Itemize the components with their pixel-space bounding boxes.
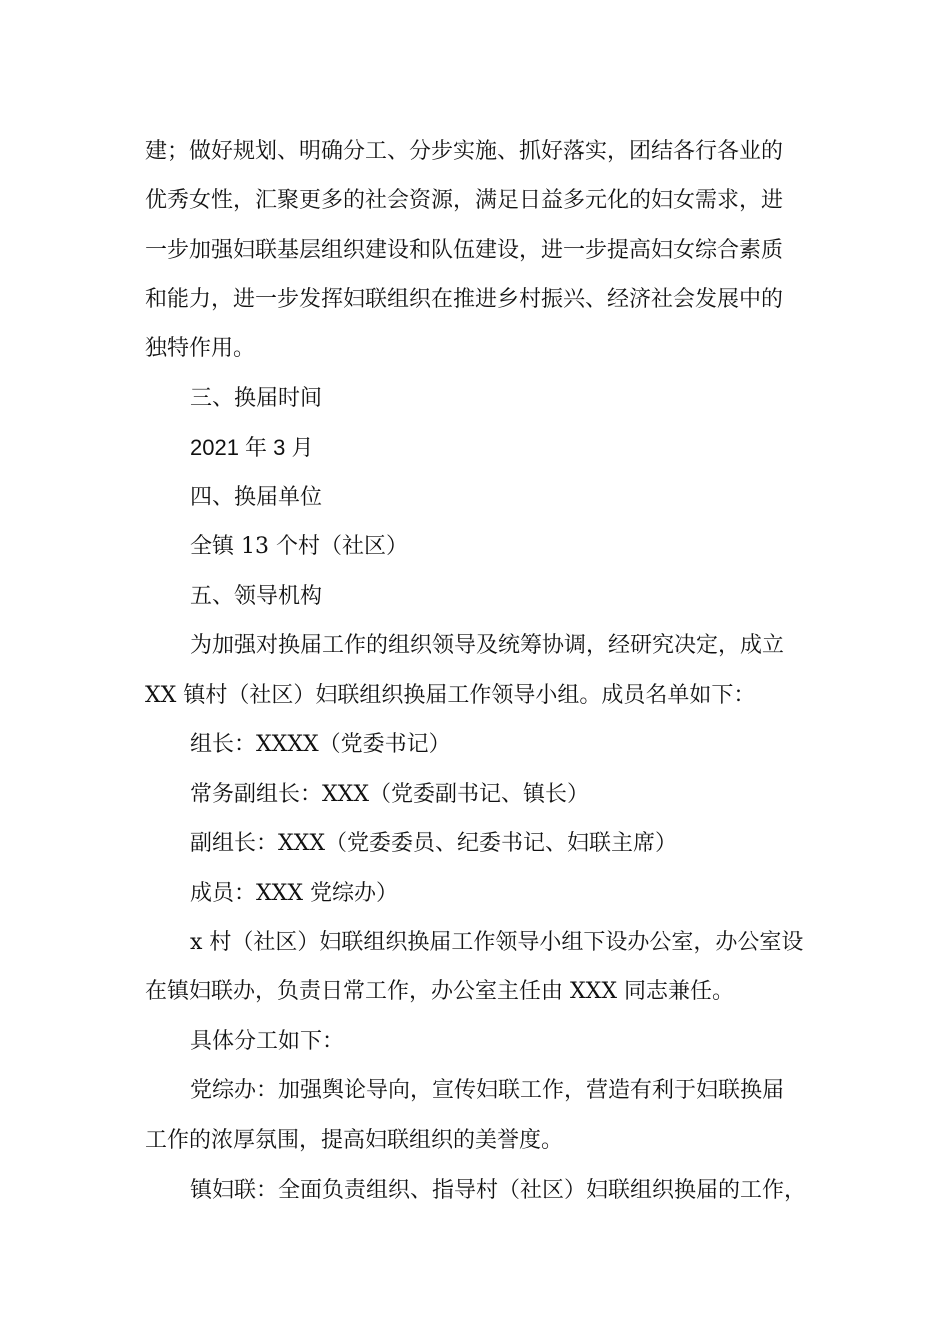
- text-line: 建；做好规划、明确分工、分步实施、抓好落实，团结各行各业的: [145, 139, 784, 164]
- text-line: XX 镇村（社区）妇联组织换届工作领导小组。成员名单如下：: [145, 683, 756, 708]
- text-line: 为加强对换届工作的组织领导及统筹协调，经研究决定，成立: [190, 633, 785, 658]
- section-heading: 三、换届时间: [190, 386, 323, 411]
- text-line: 独特作用。: [145, 336, 256, 361]
- text-line: 在镇妇联办，负责日常工作，办公室主任由 XXX 同志兼任。: [145, 979, 734, 1004]
- section-heading: 五、领导机构: [190, 584, 323, 609]
- text-line: 党综办：加强舆论导向，宣传妇联工作，营造有利于妇联换届: [190, 1078, 785, 1103]
- text-line: 全镇 13 个村（社区）: [190, 534, 408, 559]
- text-line: 一步加强妇联基层组织建设和队伍建设，进一步提高妇女综合素质: [145, 238, 784, 263]
- text-line: 和能力，进一步发挥妇联组织在推进乡村振兴、经济社会发展中的: [145, 287, 784, 312]
- text-line: x 村（社区）妇联组织换届工作领导小组下设办公室，办公室设: [190, 930, 804, 955]
- section-heading: 四、换届单位: [190, 485, 323, 510]
- text-line: 工作的浓厚氛围，提高妇联组织的美誉度。: [145, 1128, 564, 1153]
- text-line: 具体分工如下：: [190, 1029, 345, 1054]
- member-line: 副组长：XXX（党委委员、纪委书记、妇联主席）: [190, 831, 677, 856]
- text-line: 2021 年 3 月: [190, 435, 314, 460]
- member-line: 成员：XXX 党综办）: [190, 881, 398, 906]
- text-line: 镇妇联：全面负责组织、指导村（社区）妇联组织换届的工作，: [190, 1178, 807, 1203]
- member-line: 常务副组长：XXX（党委副书记、镇长）: [190, 782, 589, 807]
- text-line: 优秀女性，汇聚更多的社会资源，满足日益多元化的妇女需求，进: [145, 188, 784, 213]
- member-line: 组长：XXXX（党委书记）: [190, 732, 451, 757]
